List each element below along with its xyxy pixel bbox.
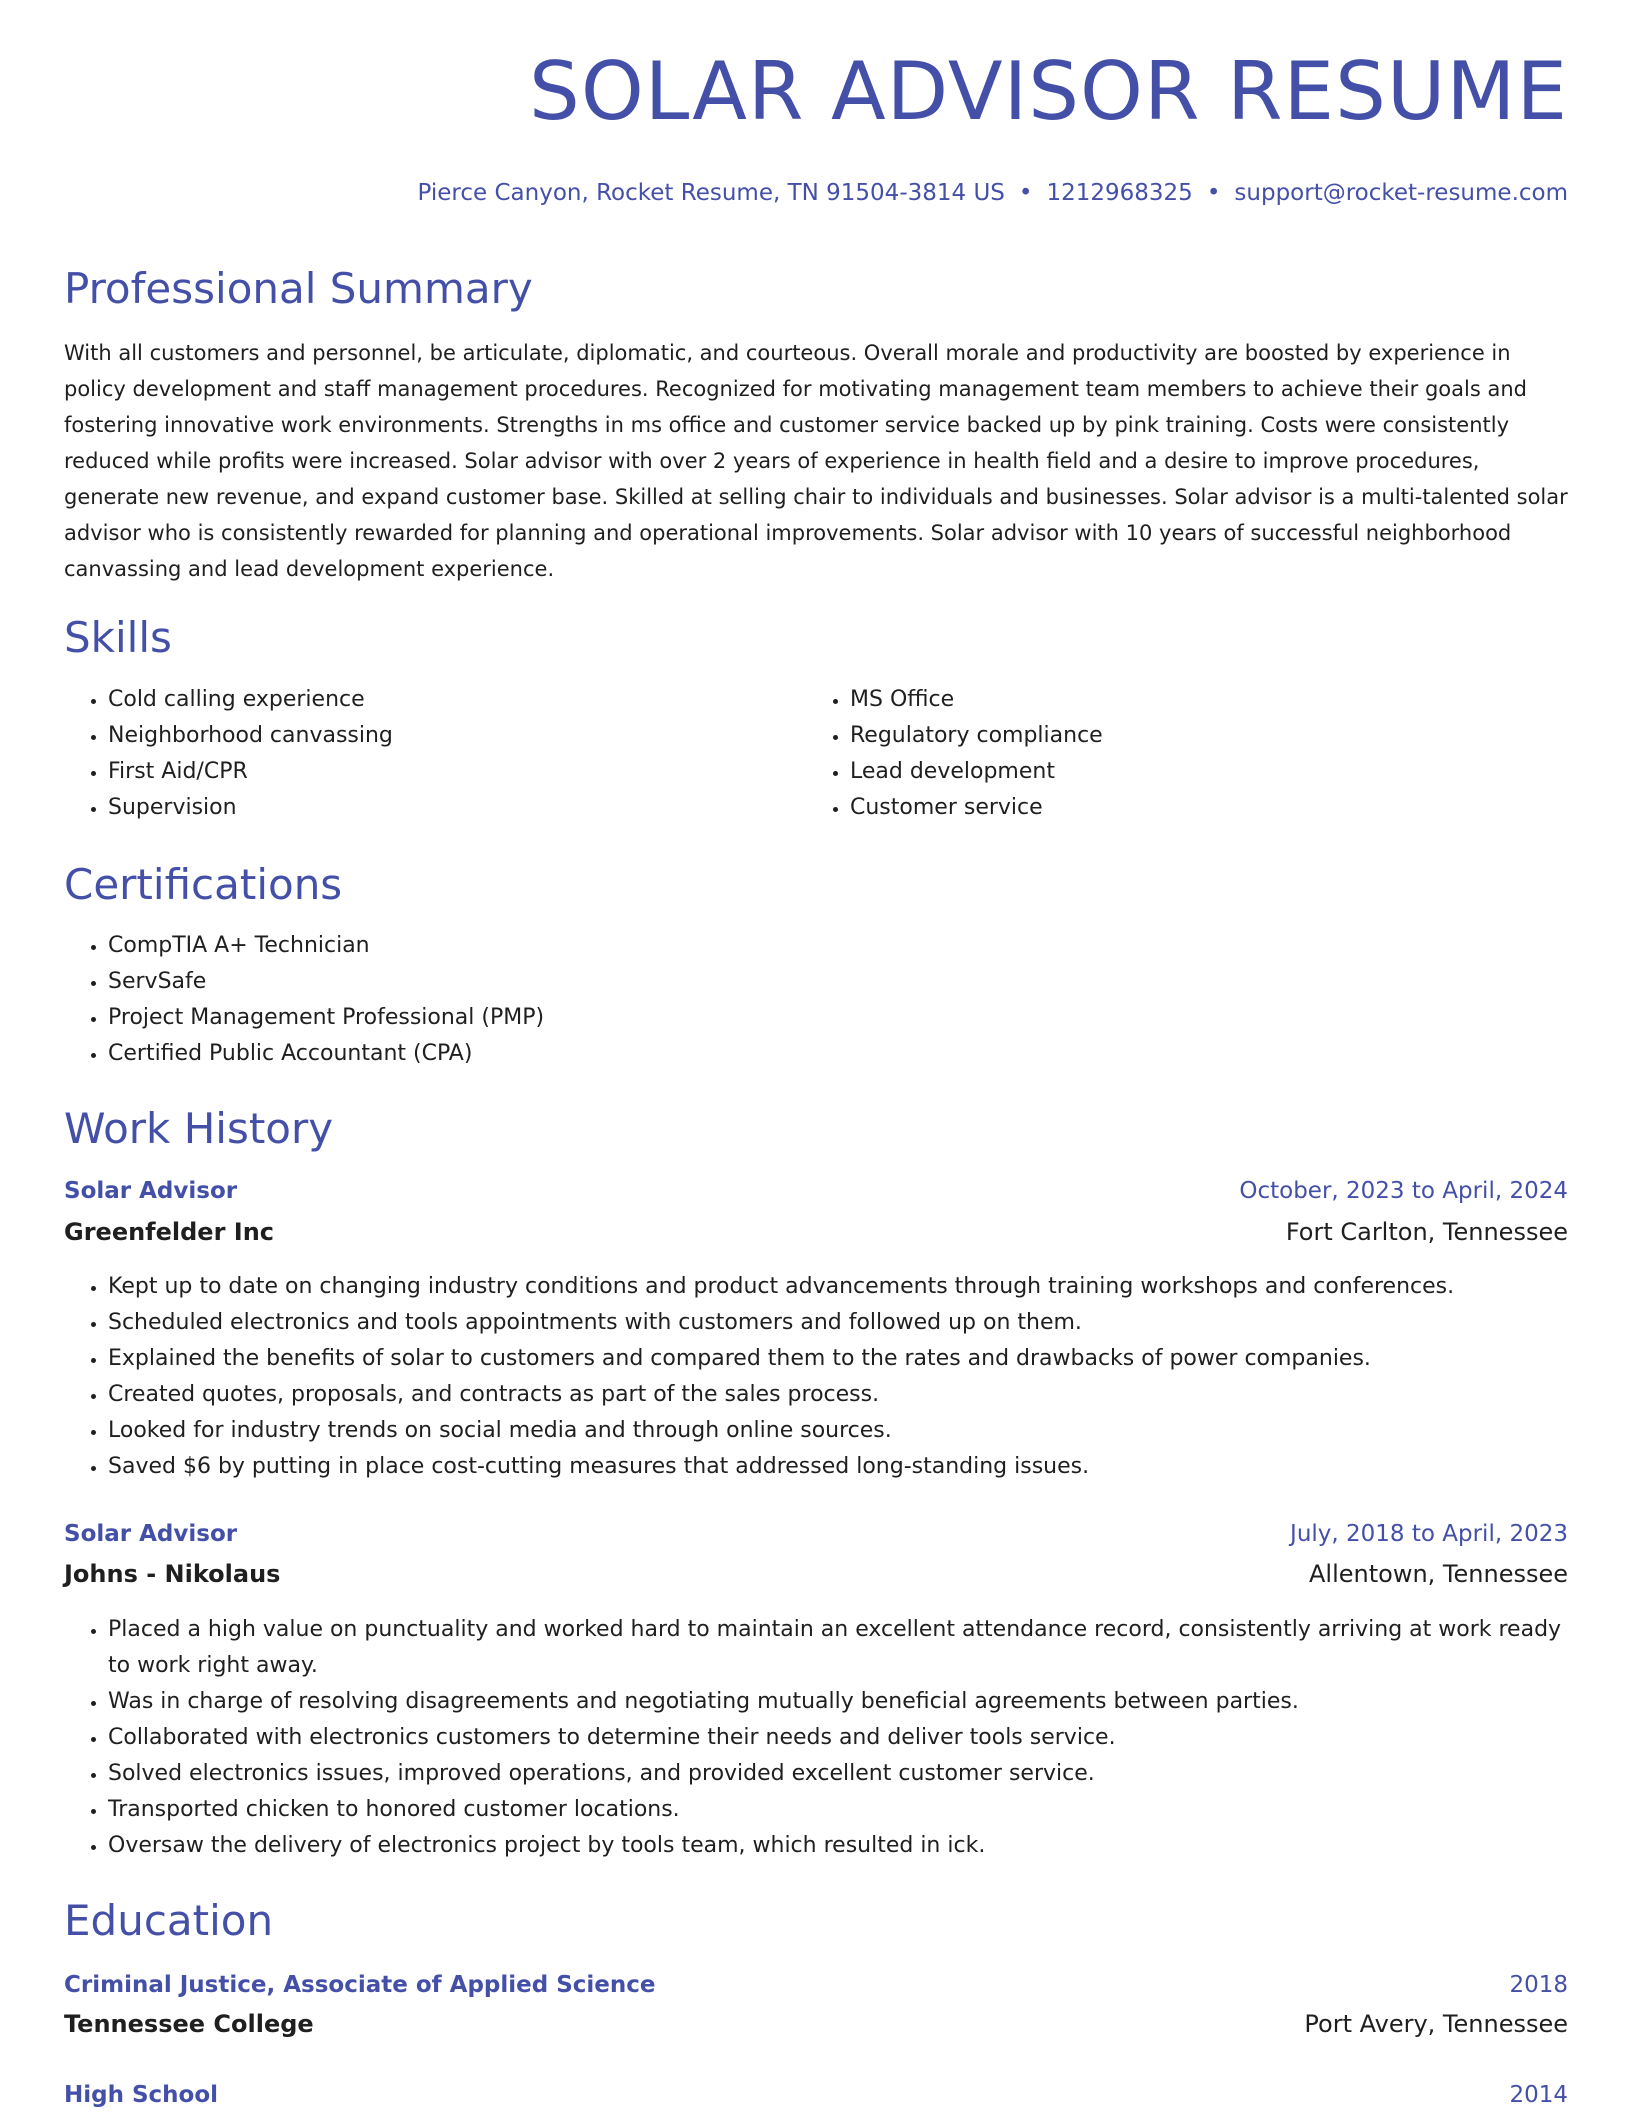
education-heading: Education xyxy=(64,1896,274,1945)
contact-email[interactable]: support@rocket-resume.com xyxy=(1234,180,1568,206)
skill-item: • Neighborhood canvassing xyxy=(108,718,393,754)
certification-item: • Certified Public Accountant (CPA) xyxy=(108,1036,544,1072)
job-bullet: • Created quotes, proposals, and contracts as part of the sales process. xyxy=(108,1377,1568,1413)
education-header xyxy=(64,1972,1568,1998)
job-bullets xyxy=(64,1269,1568,1485)
certification-item: • Project Management Professional (PMP) xyxy=(108,1000,544,1036)
education-degree: Criminal Justice, Associate of Applied Science xyxy=(64,1972,656,1998)
separator-dot: • xyxy=(1206,180,1221,206)
skill-item: • Customer service xyxy=(850,790,1103,826)
job-location: Allentown, Tennessee xyxy=(1309,1560,1568,1588)
job-company: Johns - Nikolaus xyxy=(64,1560,281,1588)
summary-text: With all customers and personnel, be articulate, diplomatic, and courteous. Overall morale and productivity are boosted by experience in policy development and staff management procedures. Recognized for motivating management team members to achieve their goals and fostering innovative work environments. Strengths in ms office and customer service backed up by pink training. Costs were consistently reduced while profits were increased. Solar advisor with over 2 years of experience in health field and a desire to improve procedures, generate new revenue, and expand customer base. Skilled at selling chair to individuals and businesses. Solar advisor is a multi-talented solar advisor who is consistently rewarded for planning and operational improvements. Solar advisor with 10 years of successful neighborhood canvassing and lead development experience. xyxy=(64,341,1568,581)
job-company-row xyxy=(64,1560,1568,1588)
job-company-row xyxy=(64,1218,1568,1246)
job-bullet: • Placed a high value on punctuality and worked hard to maintain an excellent attendance record, consistently arriving at work ready to work right away. xyxy=(108,1612,1568,1684)
skill-item: • Lead development xyxy=(850,754,1103,790)
job-bullet: • Saved $6 by putting in place cost-cutting measures that addressed long-standing issues. xyxy=(108,1449,1568,1485)
job-header xyxy=(64,1521,1568,1547)
education-header xyxy=(64,2082,1568,2108)
skill-item: • Cold calling experience xyxy=(108,682,393,718)
education-degree: High School xyxy=(64,2082,219,2108)
education-year: 2018 xyxy=(1509,1972,1568,1998)
contact-phone: 1212968325 xyxy=(1046,180,1193,206)
education-location: Port Avery, Tennessee xyxy=(1304,2010,1568,2038)
skill-item: • First Aid/CPR xyxy=(108,754,393,790)
job-bullet: • Collaborated with electronics customers to determine their needs and deliver tools service. xyxy=(108,1720,1568,1756)
separator-dot: • xyxy=(1018,180,1033,206)
job-bullet: • Explained the benefits of solar to customers and compared them to the rates and drawbacks of power companies. xyxy=(108,1341,1568,1377)
certification-item: • ServSafe xyxy=(108,964,544,1000)
skills-list-left xyxy=(64,682,393,826)
job-bullet: • Looked for industry trends on social media and through online sources. xyxy=(108,1413,1568,1449)
education-year: 2014 xyxy=(1509,2082,1568,2108)
job-bullet: • Scheduled electronics and tools appointments with customers and followed up on them. xyxy=(108,1305,1568,1341)
work-history-heading: Work History xyxy=(64,1104,334,1153)
job-bullet: • Solved electronics issues, improved operations, and provided excellent customer service. xyxy=(108,1756,1568,1792)
certifications-heading: Certifications xyxy=(64,860,343,909)
job-bullets xyxy=(64,1612,1568,1864)
contact-address: Pierce Canyon, Rocket Resume, TN 91504-3814 US xyxy=(417,180,1005,206)
job-bullet: • Was in charge of resolving disagreements and negotiating mutually beneficial agreements between parties. xyxy=(108,1684,1568,1720)
summary-heading: Professional Summary xyxy=(64,264,533,313)
resume-title: SOLAR ADVISOR RESUME xyxy=(529,45,1568,138)
job-title: Solar Advisor xyxy=(64,1521,238,1547)
contact-line xyxy=(418,180,1568,206)
job-location: Fort Carlton, Tennessee xyxy=(1285,1218,1568,1246)
skills-list-right xyxy=(806,682,1103,826)
certifications-list xyxy=(64,928,544,1072)
skills-heading: Skills xyxy=(64,613,172,662)
job-bullet: • Transported chicken to honored customer locations. xyxy=(108,1792,1568,1828)
education-school: Tennessee College xyxy=(64,2010,314,2038)
job-bullet: • Kept up to date on changing industry conditions and product advancements through training workshops and conferences. xyxy=(108,1269,1568,1305)
job-header xyxy=(64,1178,1568,1204)
skill-item: • MS Office xyxy=(850,682,1103,718)
skill-item: • Supervision xyxy=(108,790,393,826)
job-bullet: • Oversaw the delivery of electronics project by tools team, which resulted in ick. xyxy=(108,1828,1568,1864)
job-dates: July, 2018 to April, 2023 xyxy=(1290,1521,1568,1547)
education-school-row xyxy=(64,2010,1568,2038)
job-dates: October, 2023 to April, 2024 xyxy=(1239,1178,1568,1204)
certification-item: • CompTIA A+ Technician xyxy=(108,928,544,964)
job-company: Greenfelder Inc xyxy=(64,1218,275,1246)
job-title: Solar Advisor xyxy=(64,1178,238,1204)
skill-item: • Regulatory compliance xyxy=(850,718,1103,754)
